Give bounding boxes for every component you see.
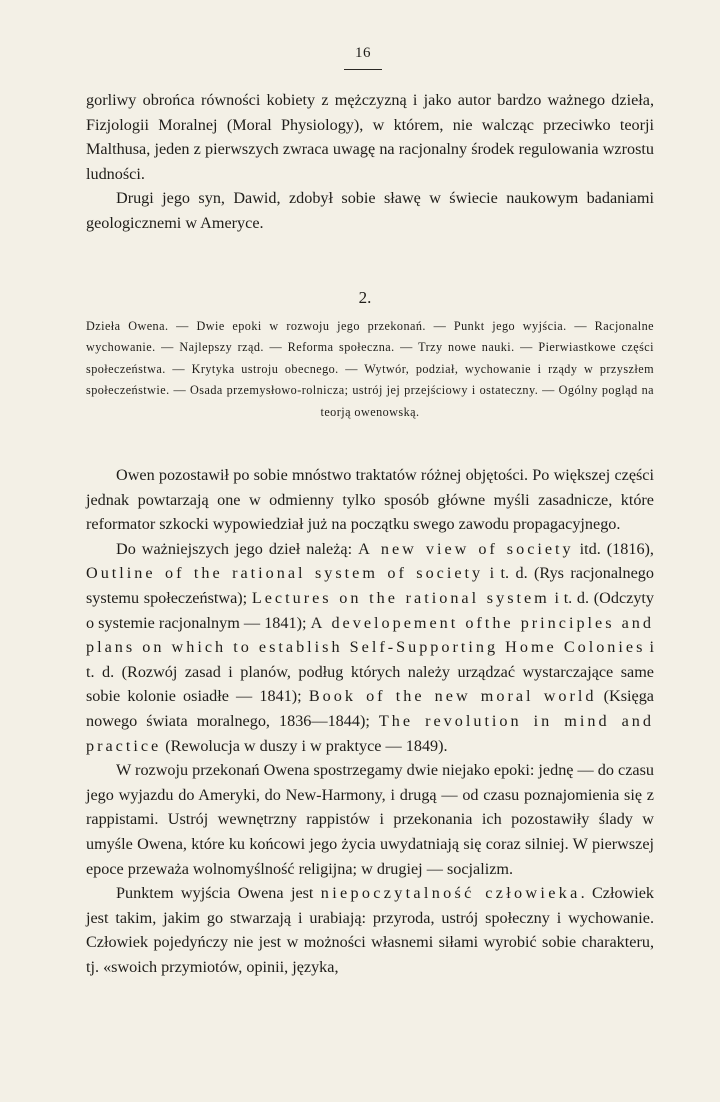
work-note-lectures: i t. d. (Odczyty o systemie racjonalnym — 1841);: [86, 588, 655, 632]
section-number: 2.: [358, 288, 372, 307]
main-text: [86, 463, 654, 979]
page-number: 16: [355, 45, 371, 61]
paragraph-two-epochs: W rozwoju przekonań Owena spostrzegamy dwie niejako epoki: jednę — do czasu jego wyjazdu do Ameryki, do New-Harmony, i drugą — od czasu poznajomienia się z rappistami. Ustrój wewnętrzny rappistów i przekonania ich pozostawiły ślady w umyśle Owena, które ku końcowi jego życia uwydatniają się coraz silniej. W pierwszej epoce przeważa wolnomyślność religijna; w drugiej — socjalizm.: [86, 761, 654, 878]
starting-point-term: niepoczytalność człowieka: [320, 884, 581, 903]
starting-point-rest: . Człowiek jest takim, jakim go stwarzają i urabiają: przyroda, ustrój społeczny i wychowanie. Człowiek pojedyńczy nie jest w możności własnemi siłami wyrobić sobie charakteru, tj. «swoich przymiotów, opinii, języka,: [86, 884, 655, 976]
section-summary: [86, 316, 654, 423]
work-note-new-view: itd. (1816),: [573, 539, 654, 558]
section-summary-text: Dzieła Owena. — Dwie epoki w rozwoju jego przekonań. — Punkt jego wyjścia. — Racjonalne wychowanie. — Najlepszy rząd. — Reforma społeczna. — Trzy nowe nauki. — Pierwiastkowe części społeczeństwa. — Krytyka ustroju obecnego. — Wytwór, podział, wychowanie i rządy w przyszłem społeczeństwie. — Osada przemysłowo-rolnicza; ustrój jej przejściowy i ostateczny. — Ogólny pogląd na teorją owenowską.: [86, 319, 654, 419]
paragraph-works-intro: Owen pozostawił po sobie mnóstwo traktatów różnej objętości. Po większej części jednak powtarzają one w odmienny tylko sposób główne myśli zasadnicze, które reformator szkocki wypowiedział już na początku swego zawodu propagacyjnego.: [86, 466, 654, 534]
paragraph-continued: gorliwy obrońca równości kobiety z mężczyzną i jako autor bardzo ważnego dzieła, Fizjologii Moralnej (Moral Physiology), w którem, nie walcząc przeciwko teorji Malthusa, jeden z pierwszych zwraca uwagę na racjonalny środek regulowania wzrostu ludności.: [86, 91, 654, 183]
work-title-book: Book of the new moral world: [308, 687, 597, 706]
work-title-developement: A developement ofthe principles and plans on which to establish Self-Supporting Home Colonies: [86, 613, 654, 657]
page-number-rule: [344, 69, 382, 70]
work-title-outline: Outline of the rational system of society: [86, 564, 484, 583]
starting-point-lead: Punktem wyjścia Owena jest: [116, 884, 321, 903]
work-note-outline: i t. d. (Rys racjonalnego systemu społeczeństwa);: [86, 564, 654, 607]
work-title-revolution: The revolution in mind and practice: [86, 711, 654, 755]
work-title-lectures: Lectures on the rational system: [251, 588, 550, 607]
paragraph-works-list: [86, 537, 654, 758]
paragraph-starting-point: [86, 881, 654, 979]
paragraph-dawid: Drugi jego syn, Dawid, zdobył sobie sławę w świecie naukowym badaniami geologicznemi w Ameryce.: [86, 189, 654, 232]
work-note-revolution: (Rewolucja w duszy i w praktyce — 1849).: [161, 736, 448, 755]
work-title-new-view: A new view of society: [358, 539, 574, 558]
work-note-developement: i t. d. (Rozwój zasad i planów, podług których należy urządzać wystarczające same sobie kolonie osiadłe — 1841);: [86, 638, 654, 706]
continued-text: [86, 88, 654, 236]
works-intro: Do ważniejszych jego dzieł należą:: [116, 539, 359, 558]
work-note-book: (Księga nowego świata moralnego, 1836—1844);: [86, 687, 654, 730]
